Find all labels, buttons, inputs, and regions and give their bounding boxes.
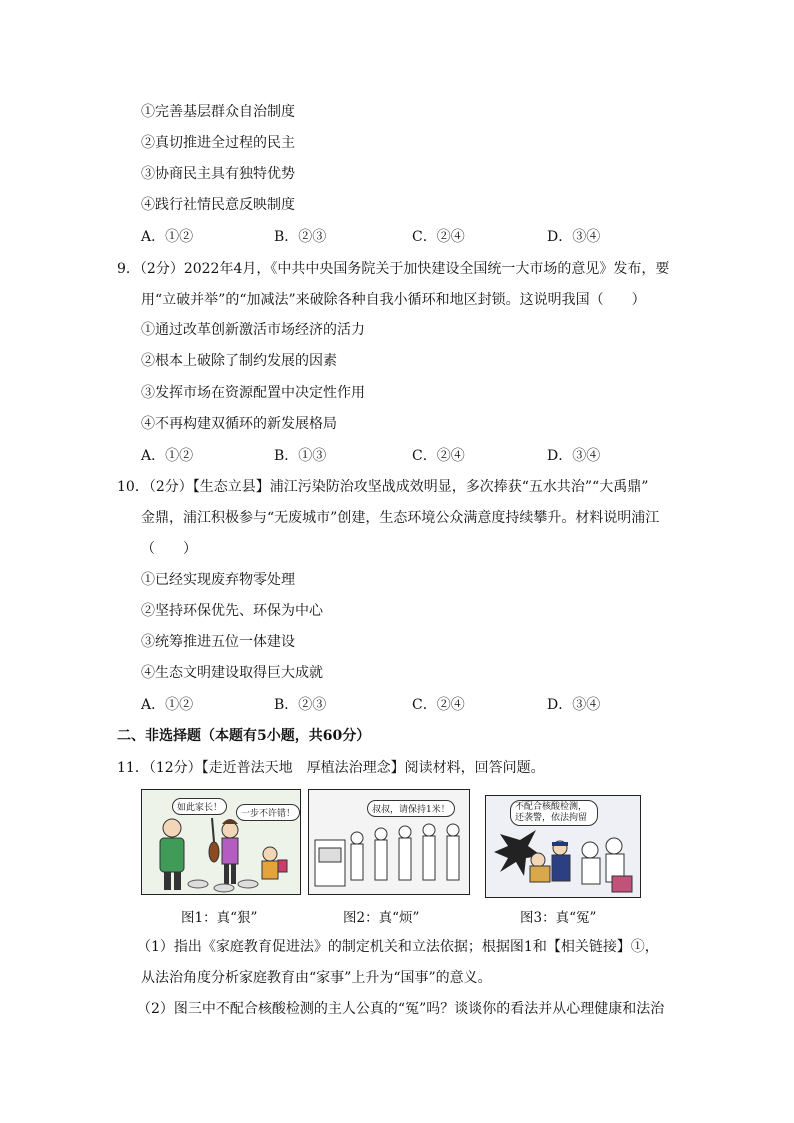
q9-item-3: ③发挥市场在资源配置中决定性作用 [141,385,365,401]
q9-option-b: B．①③ [274,448,327,464]
q10-stem-line1: 10．（2分）【生态立县】浦江污染防治攻坚战成效明显，多次捧获“五水共治”“大禹鼎” [117,479,649,495]
q9-item-2: ②根本上破除了制约发展的因素 [141,353,337,369]
q9-option-a: A．①② [141,448,194,464]
q8-option-c: C．②④ [412,229,465,245]
q10-option-b: B．②③ [274,697,327,713]
q8-item-2: ②真切推进全过程的民主 [141,135,295,151]
q9-option-c: C．②④ [412,448,465,464]
figure-1-bubble-2: 一步不许错！ [236,804,300,821]
figure-1-caption: 图1：真“狠” [181,910,258,926]
figure-2-bubble: 叔叔，请保持1米！ [367,800,455,817]
q8-item-1: ①完善基层群众自治制度 [141,104,295,120]
figure-1-cartoon [141,789,301,895]
figure-1-bubble-1: 如此家长！ [172,798,227,815]
q9-option-d: D．③④ [547,448,601,464]
q11-sub1-line1: （1）指出《家庭教育促进法》的制定机关和立法依据；根据图1和【相关链接】①， [137,939,659,955]
q10-item-3: ③统筹推进五位一体建设 [141,634,295,650]
q10-item-2: ②坚持环保优先、环保为中心 [141,603,323,619]
q8-option-a: A．①② [141,229,194,245]
q11-stem: 11．（12分）【走近普法天地 厚植法治理念】阅读材料，回答问题。 [117,760,545,776]
q9-stem-line2: 用“立破并举”的“加减法”来破除各种自我小循环和地区封锁。这说明我国（ ） [141,292,646,308]
q10-option-d: D．③④ [547,697,601,713]
figure-2-cartoon [308,789,470,895]
q10-options [0,695,794,715]
q10-item-4: ④生态文明建设取得巨大成就 [141,665,323,681]
q10-item-1: ①已经实现废弃物零处理 [141,572,295,588]
figure-3-cartoon [485,795,641,898]
q11-sub1-line2: 从法治角度分析家庭教育由“家事”上升为“国事”的意义。 [141,970,492,986]
q10-stem-line3: （ ） [141,541,197,557]
q10-option-a: A．①② [141,697,194,713]
q8-options [0,227,794,247]
q8-item-4: ④践行社情民意反映制度 [141,197,295,213]
q10-stem-line2: 金鼎，浦江积极参与“无废城市”创建，生态环境公众满意度持续攀升。材料说明浦江 [141,510,660,526]
q9-item-4: ④不再构建双循环的新发展格局 [141,416,337,432]
q9-stem-line1: 9．（2分）2022年4月，《中共中央国务院关于加快建设全国统一大市场的意见》发布，要 [117,261,670,277]
q8-item-3: ③协商民主具有独特优势 [141,166,295,182]
q9-item-1: ①通过改革创新激活市场经济的活力 [141,322,365,338]
q10-option-c: C．②④ [412,697,465,713]
q9-options [0,446,794,466]
figure-3-bubble: 不配合核酸检测，还袭警，依法拘留 [510,800,598,826]
q8-option-d: D．③④ [547,229,601,245]
q11-sub2-line1: （2）图三中不配合核酸检测的主人公真的“冤”吗？谈谈你的看法并从心理健康和法治 [137,1001,665,1017]
figure-2-caption: 图2：真“烦” [343,910,420,926]
q8-option-b: B．②③ [274,229,327,245]
figure-3-caption: 图3：真“冤” [520,910,597,926]
section-heading: 二、非选择题（本题有5小题，共60分） [117,728,371,744]
